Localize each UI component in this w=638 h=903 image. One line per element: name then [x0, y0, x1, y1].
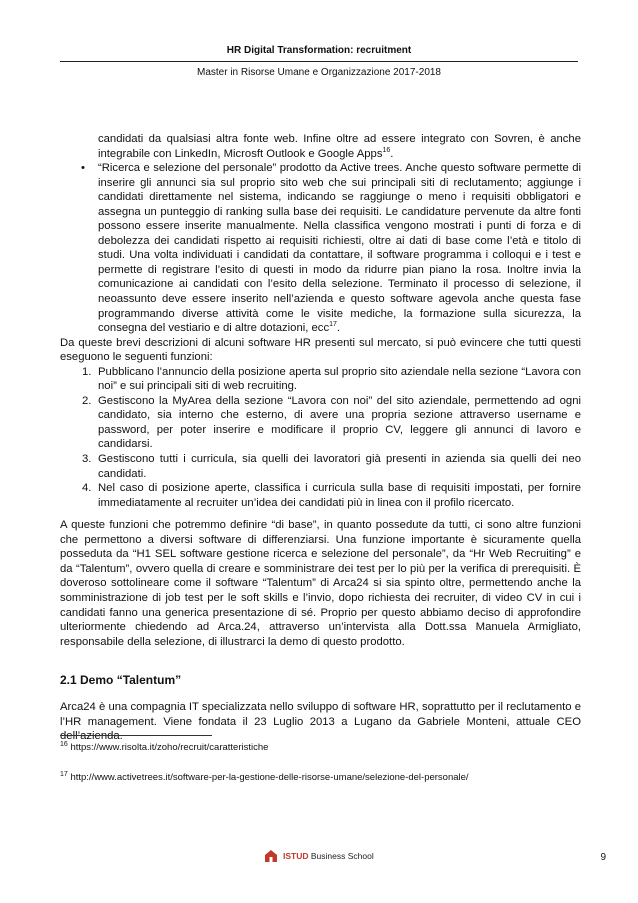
footnotes — [60, 735, 581, 802]
document-body — [60, 132, 581, 744]
continuation-paragraph: candidati da qualsiasi altra fonte web. Infine oltre ad essere integrato con Sovren, è anche integrabile con LinkedIn, Microsft Outlook e Google Apps$^{16}$. — [98, 133, 581, 160]
header-subtitle: Master in Risorse Umane e Organizzazione 2017-2018 — [196, 67, 441, 78]
list-item: 2. Gestiscono la MyArea della sezione “Lavora con noi” del sito aziendale, permettendo ad ogni candidato, sia interno che esterno, di avere una propria sezione attraverso username e password, per poter inserire e modificare il proprio CV, leggere gli annunci di lavoro e candidarsi. — [82, 394, 581, 451]
base-functions-paragraph: A queste funzioni che potremmo definire “di base”, in quanto possedute da tutti, ci sono altre funzioni che permettono a diversi software di differenziarsi. Una funzione importante è sicuramente quella posseduta da “H1 SEL software gestione ricerca e selezione del personale”, da “Hr Web Recruiting” e da “Talentum”, ovvero quella di creare e somministrare dei test per lo più per la verifica di prerequisiti. È doveroso sottolineare come il software “Talentum” di Arca24 si sia spinto oltre, permettendo anche la somministrazione di job test per le soft skills e l’invio, dopo richiesta dei recruiter, di video CV in cui i candidati fanno una generica presentazione di sé. Proprio per questo abbiamo deciso di approfondire ulteriormente chiedendo ad Arca.24, attraverso un’intervista alla Dott.ssa Manuela Armigliato, responsabile della selezione, di illustrarci la demo di questo prodotto. — [60, 519, 581, 648]
footnote-link[interactable]: https://www.risolta.it/zoho/recruit/caratteristiche — [70, 742, 269, 753]
footnote-link[interactable]: http://www.activetrees.it/software-per-la-gestione-delle-risorse-umane/selezione-del-personale/ — [70, 772, 469, 783]
list-item: 4. Nel caso di posizione aperte, classifica i curricula sulla base di requisiti impostati, per fornire immediatamente al recruiter un’idea dei candidati più in linea con il profilo ricercato. — [82, 482, 581, 509]
istud-logo — [264, 849, 374, 863]
section-paragraph: Arca24 è una compagnia IT specializzata nello sviluppo di software HR, soprattutto per il reclutamento e l’HR management. Viene fondata il 23 Luglio 2013 a Lugano da Gabriele Monteni, attuale CEO dell’azienda. — [60, 701, 581, 743]
header-divider — [60, 61, 578, 62]
footnote-16: $^{16}$ https://www.risolta.it/zoho/recruit/caratteristiche — [60, 740, 269, 753]
list-item: 1. Pubblicano l’annuncio della posizione aperta sul proprio sito aziendale nella sezione “Lavora con noi” e sui principali siti di web recruiting. — [82, 365, 581, 393]
footnote-divider — [60, 735, 212, 736]
functions-list — [60, 365, 581, 510]
logo-text: ISTUD Business School — [283, 851, 374, 861]
page-number: 9 — [600, 852, 606, 863]
header-title: HR Digital Transformation: recruitment — [226, 45, 412, 56]
section-heading: 2.1 Demo “Talentum” — [60, 673, 182, 688]
footnote-17: $^{17}$ http://www.activetrees.it/software-per-la-gestione-delle-risorse-umane/selezione-del-personale/ — [60, 770, 469, 783]
footnote-ref-16[interactable]: 16 — [382, 146, 391, 154]
house-logo-icon — [264, 849, 278, 863]
footnote-ref-17[interactable]: 17 — [329, 321, 337, 329]
bullet-item-active-trees: • “Ricerca e selezione del personale” prodotto da Active trees. Anche questo software permette di inserire gli annunci sia sul proprio sito web che sui principali siti di reclutamento; aggiunge i candidati direttamente nel sistema, indicando se raggiunge o meno i requisiti obbligatori e assegna un punteggio di ranking sulla base dei requisiti. Le candidature pervenute da altre fonti possono essere inserite manualmente. Nella classifica vengono mostrati i punti di forza e di debolezza dei candidati rispetto ai requisiti richiesti, oltre ai dati di base come l’età e titolo di studi. Una volta individuati i candidati da contattare, il software programma i colloqui e i test e permette di registrare l’esito di questi in modo da ridurre pian piano la rosa. Inoltre invia la comunicazione ai candidati con l’esito della selezione. Terminato il processo di selezione, il neoassunto deve essere inserito nell’azienda e questo software agevola anche questa fase programmando diverse attività come le visite mediche, la formazione sulla sicurezza, la consegna del vestiario e di altre dotazioni, ecc$^{17}$. — [81, 162, 581, 335]
page-header — [60, 44, 578, 79]
intro-paragraph: Da queste brevi descrizioni di alcuni software HR presenti sul mercato, si può evincere che tutti questi eseguono le seguenti funzioni: — [60, 336, 581, 364]
list-item: 3. Gestiscono tutti i curricula, sia quelli dei lavoratori già presenti in azienda sia quelli dei neo candidati. — [82, 453, 581, 480]
bullet-icon: • — [81, 162, 85, 175]
